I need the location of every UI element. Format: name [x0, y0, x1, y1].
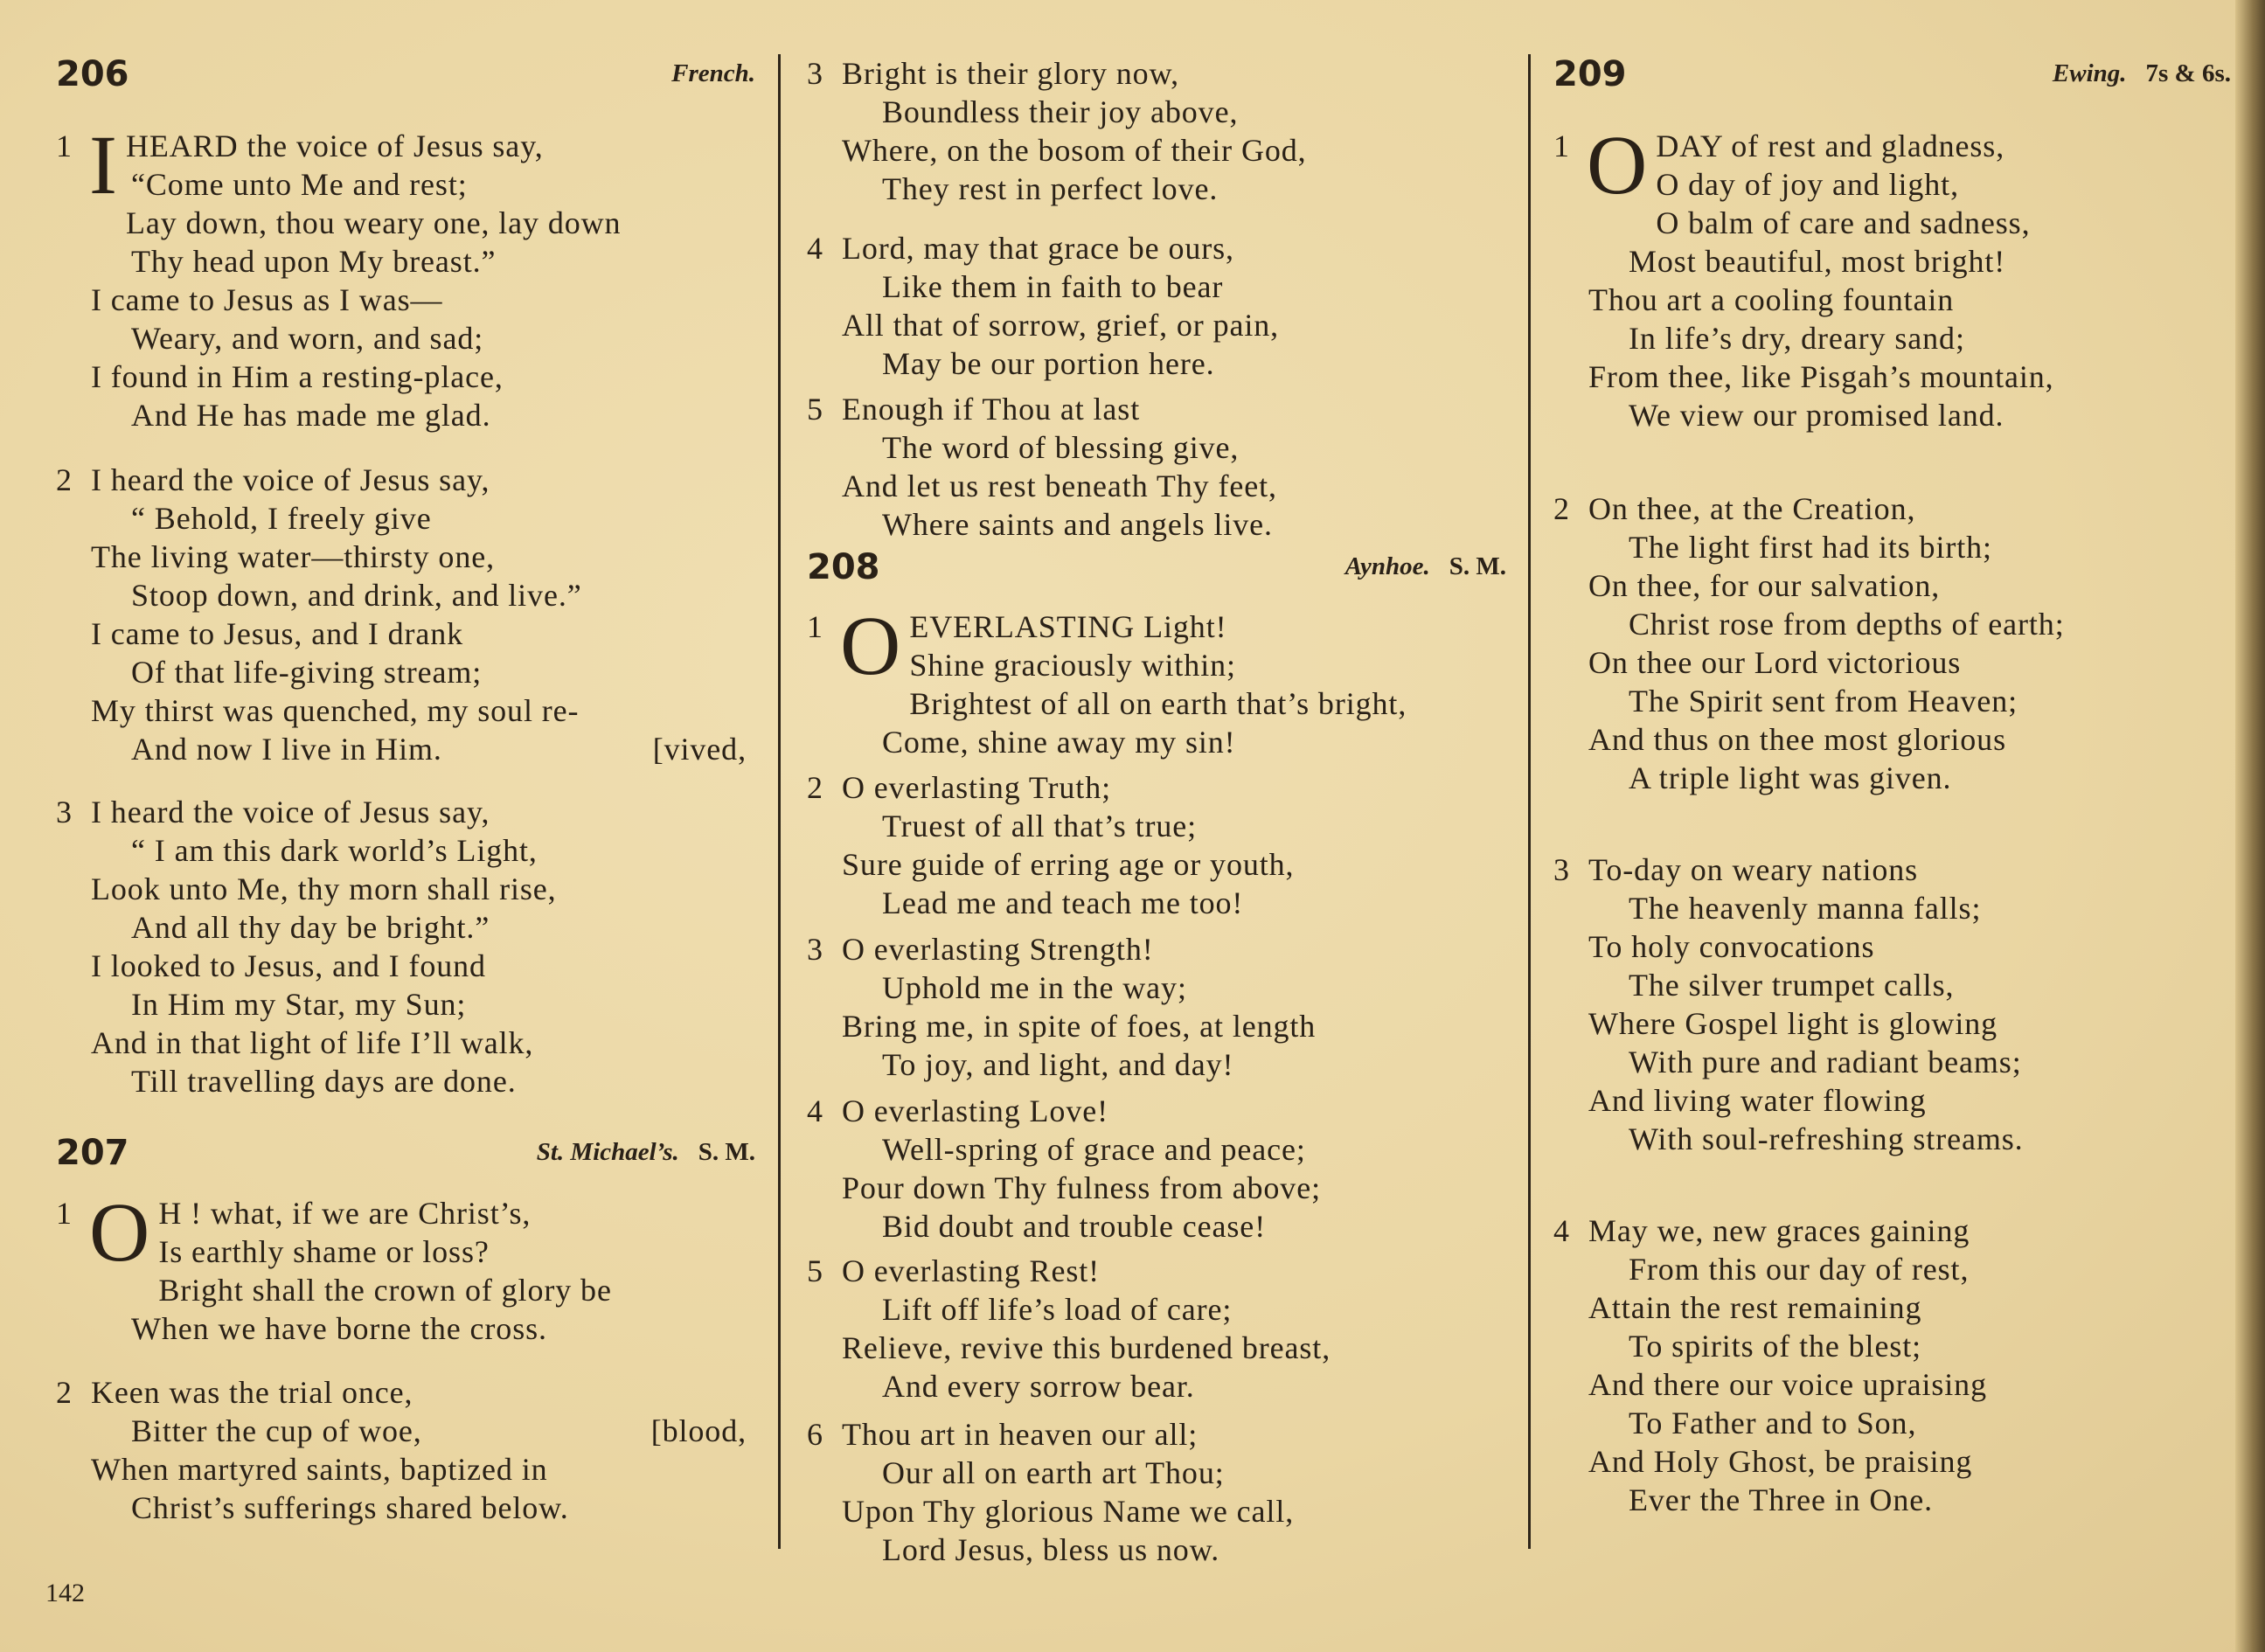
verse-line: Lord, may that grace be ours,	[842, 231, 1234, 266]
stanza-number: 3	[56, 795, 72, 829]
tune-info	[1345, 552, 1506, 581]
verse-line: They rest in perfect love.	[882, 171, 1219, 206]
verse-line: O everlasting Rest!	[842, 1253, 1101, 1288]
column-3	[1553, 0, 2231, 1652]
stanza-number: 1	[807, 609, 823, 644]
verse-line: Sure guide of erring age or youth,	[842, 847, 1295, 882]
stanza-number: 4	[1553, 1213, 1569, 1248]
stanza-lines	[1588, 489, 2231, 797]
verse-line: O balm of care and sadness,	[1656, 205, 2031, 240]
hymn-number: 208	[807, 547, 880, 587]
verse-line: Bid doubt and trouble cease!	[882, 1209, 1267, 1244]
verse-line: I looked to Jesus, and I found	[91, 948, 486, 983]
verse-line: From this our day of rest,	[1629, 1252, 1970, 1287]
verse-line: And let us rest beneath Thy feet,	[842, 469, 1277, 503]
verse-line: May we, new graces gaining	[1588, 1213, 1970, 1248]
verse-line: Uphold me in the way;	[882, 970, 1187, 1005]
verse-line: And He has made me glad.	[131, 398, 491, 433]
stanza-number: 4	[807, 231, 823, 266]
stanza-lines	[842, 390, 1506, 544]
verse-line: From thee, like Pisgah’s mountain,	[1588, 359, 2054, 394]
verse-line: Keen was the trial once,	[91, 1375, 413, 1410]
verse-line: Is earthly shame or loss?	[158, 1234, 490, 1269]
verse-line: Lift off life’s load of care;	[882, 1292, 1233, 1327]
verse-line: I heard the voice of Jesus say,	[91, 795, 490, 829]
stanza-number: 5	[807, 392, 823, 427]
drop-cap: O	[840, 599, 901, 692]
verse-line: Thou art a cooling fountain	[1588, 282, 1955, 317]
verse-line: Look unto Me, thy morn shall rise,	[91, 871, 557, 906]
stanza-number: 2	[807, 770, 823, 805]
stanza-number: 6	[807, 1417, 823, 1452]
hymn-heading	[56, 54, 755, 107]
verse-line: On thee our Lord victorious	[1588, 645, 1962, 680]
stanza-number: 5	[807, 1253, 823, 1288]
stanza-lines	[1588, 850, 2231, 1158]
hymn-number: 209	[1553, 54, 1627, 94]
verse-line: “ I am this dark world’s Light,	[131, 833, 538, 868]
stanza-number: 2	[56, 462, 72, 497]
verse-line: Well-spring of grace and peace;	[882, 1132, 1306, 1167]
verse-line: Stoop down, and drink, and live.”	[131, 578, 582, 613]
verse-line: O day of joy and light,	[1656, 167, 1959, 202]
verse-line: Boundless their joy above,	[882, 94, 1239, 129]
verse-line: To holy convocations	[1588, 929, 1875, 964]
tune-name: Aynhoe.	[1344, 552, 1430, 580]
stanza-lines	[91, 1373, 755, 1527]
stanza-lines	[842, 229, 1506, 383]
verse-line: “Come unto Me and rest;	[131, 167, 468, 202]
meter: S. M.	[698, 1138, 755, 1166]
verse-line: I found in Him a resting-place,	[91, 359, 504, 394]
verse-line: To-day on weary nations	[1588, 852, 1919, 887]
verse-line: Truest of all that’s true;	[882, 809, 1198, 843]
tune-name: St. Michael’s.	[536, 1138, 679, 1166]
stanza-number: 1	[56, 1196, 72, 1231]
verse-line: The heavenly manna falls;	[1629, 891, 1982, 926]
stanza-number: 1	[1553, 128, 1569, 163]
verse-line: I came to Jesus, and I drank	[91, 616, 464, 651]
verse-text: Bitter the cup of woe,	[131, 1413, 422, 1448]
verse-line: The word of blessing give,	[882, 430, 1240, 465]
verse-line: Like them in faith to bear	[882, 269, 1224, 304]
verse-line: Where Gospel light is glowing	[1588, 1006, 1998, 1041]
verse-line: Where, on the bosom of their God,	[842, 133, 1307, 168]
verse-line: And Holy Ghost, be praising	[1588, 1444, 1973, 1479]
column-2	[807, 0, 1506, 1652]
column-1	[56, 0, 755, 1652]
meter: 7s & 6s.	[2145, 59, 2231, 87]
verse-line: The light first had its birth;	[1629, 530, 1992, 565]
column-divider-1	[778, 54, 781, 1549]
verse-line: Most beautiful, most bright!	[1629, 244, 2006, 279]
verse-line: Christ rose from depths of earth;	[1629, 607, 2065, 642]
verse-line: Attain the rest remaining	[1588, 1290, 1922, 1325]
verse-line: Lay down, thou weary one, lay down	[125, 205, 622, 240]
stanza-lines	[842, 54, 1506, 208]
verse-line: Pour down Thy fulness from above;	[842, 1170, 1321, 1205]
verse-line: A triple light was given.	[1629, 760, 1952, 795]
verse-line: My thirst was quenched, my soul re-	[91, 693, 580, 728]
page-number: 142	[45, 1579, 85, 1607]
verse-line: Bring me, in spite of foes, at length	[842, 1009, 1317, 1044]
drop-cap: O	[89, 1185, 150, 1279]
stanza-number: 2	[56, 1375, 72, 1410]
verse-line: HEARD the voice of Jesus say,	[125, 128, 544, 163]
stanza-lines	[1588, 1211, 2231, 1519]
stanza-lines	[842, 1252, 1506, 1406]
stanza-number: 2	[1553, 491, 1569, 526]
verse-line: Lord Jesus, bless us now.	[882, 1532, 1220, 1567]
drop-cap: I	[89, 118, 117, 212]
meter: S. M.	[1449, 552, 1506, 580]
verse-line: When we have borne the cross.	[131, 1311, 547, 1346]
verse-text: And now I live in Him.	[131, 732, 442, 767]
verse-line: The living water—thirsty one,	[91, 539, 496, 574]
hymn-number: 206	[56, 54, 129, 94]
stanza-lines	[842, 1415, 1506, 1569]
stanza-lines	[842, 930, 1506, 1084]
verse-line: To joy, and light, and day!	[882, 1047, 1234, 1082]
drop-cap: O	[1587, 118, 1648, 212]
verse-line: Weary, and worn, and sad;	[131, 321, 484, 356]
stanza-number: 3	[807, 932, 823, 967]
verse-line: Come, shine away my sin!	[882, 725, 1236, 760]
verse-line: All that of sorrow, grief, or pain,	[842, 308, 1280, 343]
stanza-lines	[840, 599, 1506, 761]
hymn-heading	[807, 547, 1506, 600]
verse-line: Lead me and teach me too!	[882, 885, 1244, 920]
verse-line: When martyred saints, baptized in	[91, 1452, 548, 1487]
verse-line: Brightest of all on earth that’s bright,	[909, 686, 1407, 721]
stanza-lines	[91, 793, 755, 1100]
verse-line: Till travelling days are done.	[131, 1064, 517, 1099]
verse-line: The Spirit sent from Heaven;	[1629, 684, 2018, 718]
verse-line: Bright shall the crown of glory be	[158, 1273, 612, 1308]
verse-line: Upon Thy glorious Name we call,	[842, 1494, 1295, 1529]
verse-line: Christ’s sufferings shared below.	[131, 1490, 569, 1525]
verse-line: O everlasting Strength!	[842, 932, 1154, 967]
turnover-text: [vived,	[652, 732, 747, 767]
verse-line: And there our voice upraising	[1588, 1367, 1987, 1402]
verse-line: Bright is their glory now,	[842, 56, 1180, 91]
verse-line: Ever the Three in One.	[1629, 1482, 1934, 1517]
verse-line: To spirits of the blest;	[1629, 1329, 1922, 1364]
verse-line: May be our portion here.	[882, 346, 1215, 381]
stanza-lines	[91, 461, 755, 768]
verse-line	[91, 1412, 755, 1450]
verse-line: H ! what, if we are Christ’s,	[158, 1196, 532, 1231]
column-divider-2	[1528, 54, 1531, 1549]
verse-line: In life’s dry, dreary sand;	[1629, 321, 1965, 356]
verse-line: The silver trumpet calls,	[1629, 968, 1955, 1003]
verse-line: DAY of rest and gladness,	[1656, 128, 2005, 163]
hymn-number: 207	[56, 1133, 129, 1173]
verse-line: In Him my Star, my Sun;	[131, 987, 467, 1022]
verse-line: Thy head upon My breast.”	[131, 244, 497, 279]
stanza-lines	[89, 1185, 755, 1348]
verse-line: And thus on thee most glorious	[1588, 722, 2006, 757]
verse-line: “ Behold, I freely give	[131, 501, 432, 536]
turnover-text: [blood,	[650, 1413, 747, 1448]
verse-line: On thee, for our salvation,	[1588, 568, 1941, 603]
verse-line: On thee, at the Creation,	[1588, 491, 1916, 526]
stanza-lines	[842, 1092, 1506, 1246]
verse-line: Where saints and angels live.	[882, 507, 1273, 542]
verse-line: O everlasting Truth;	[842, 770, 1112, 805]
verse-line: EVERLASTING Light!	[909, 609, 1227, 644]
verse-line: We view our promised land.	[1629, 398, 2004, 433]
verse-line: I heard the voice of Jesus say,	[91, 462, 490, 497]
hymn-heading	[56, 1133, 755, 1185]
tune-info	[537, 1138, 755, 1167]
stanza-lines	[89, 118, 755, 434]
tune-name: Ewing.	[2052, 59, 2127, 87]
verse-line: With pure and radiant beams;	[1629, 1045, 2022, 1079]
stanza-lines	[1587, 118, 2231, 434]
verse-line: With soul-refreshing streams.	[1629, 1121, 2024, 1156]
stanza-number: 3	[807, 56, 823, 91]
verse-line: O everlasting Love!	[842, 1093, 1108, 1128]
verse-line: Shine graciously within;	[909, 648, 1236, 683]
hymn-heading	[1553, 54, 2231, 107]
stanza-number: 1	[56, 128, 72, 163]
stanza-number: 3	[1553, 852, 1569, 887]
verse-line: Relieve, revive this burdened breast,	[842, 1330, 1331, 1365]
tune-name: French.	[671, 59, 755, 87]
tune-info	[671, 59, 755, 88]
stanza-lines	[842, 768, 1506, 922]
verse-line	[91, 730, 755, 768]
verse-line: To Father and to Son,	[1629, 1406, 1917, 1440]
verse-line: Enough if Thou at last	[842, 392, 1141, 427]
verse-line: I came to Jesus as I was—	[91, 282, 443, 317]
verse-line: And every sorrow bear.	[882, 1369, 1195, 1404]
stanza-number: 4	[807, 1093, 823, 1128]
tune-info	[2053, 59, 2231, 88]
verse-line: Thou art in heaven our all;	[842, 1417, 1199, 1452]
verse-line: And all thy day be bright.”	[131, 910, 490, 945]
verse-line: Of that life-giving stream;	[131, 655, 483, 690]
verse-line: And in that light of life I’ll walk,	[91, 1025, 534, 1060]
verse-line: Our all on earth art Thou;	[882, 1455, 1225, 1490]
verse-line: And living water flowing	[1588, 1083, 1927, 1118]
book-binding-edge	[2235, 0, 2265, 1652]
